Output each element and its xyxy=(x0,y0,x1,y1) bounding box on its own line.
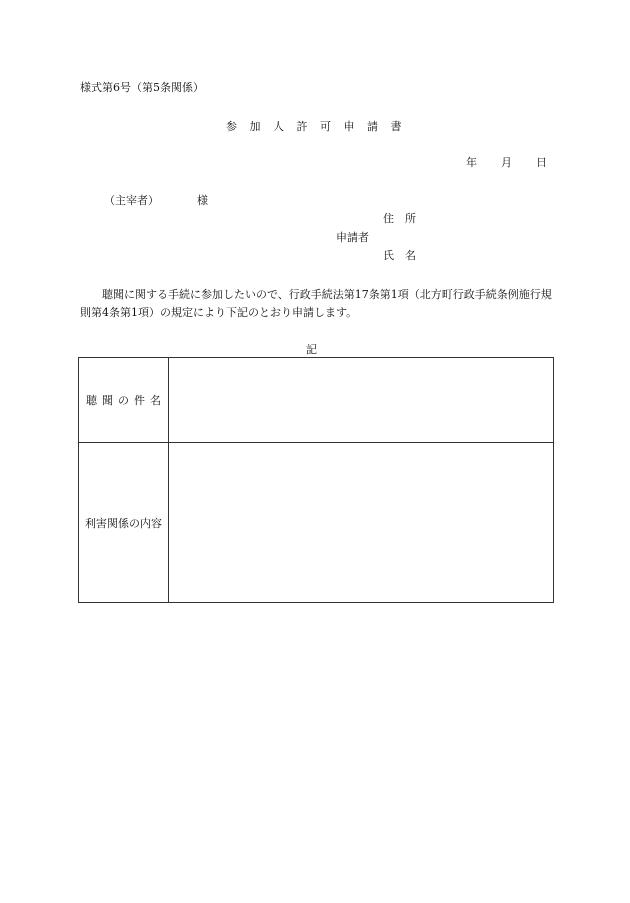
applicant-label: 申請者 xyxy=(336,231,369,244)
table-row-interest-details xyxy=(79,443,553,602)
interest-details-field[interactable] xyxy=(169,443,553,602)
organizer-label: （主宰者） xyxy=(104,194,159,207)
date-day-label: 日 xyxy=(536,156,547,169)
applicant-name-label: 氏名 xyxy=(383,249,427,262)
hearing-subject-label: 聴聞の件名 xyxy=(79,358,169,442)
record-table xyxy=(78,357,554,603)
interest-details-label: 利害関係の内容 xyxy=(79,443,169,602)
form-number: 様式第6号（第5条関係） xyxy=(80,81,204,94)
applicant-address-label: 住所 xyxy=(383,212,427,225)
date-month-label: 月 xyxy=(501,156,512,169)
date-year-label: 年 xyxy=(466,156,477,169)
application-body-text: 聴聞に関する手続に参加したいので、行政手続法第17条第1項（北方町行政手続条例施行規則第4条第1項）の規定により下記のとおり申請します。 xyxy=(80,288,552,319)
record-heading: 記 xyxy=(306,343,317,356)
document-title: 参加人許可申請書 xyxy=(226,120,414,133)
table-row-hearing-subject xyxy=(79,358,553,443)
hearing-subject-field[interactable] xyxy=(169,358,553,442)
honorific-sama: 様 xyxy=(197,194,208,207)
